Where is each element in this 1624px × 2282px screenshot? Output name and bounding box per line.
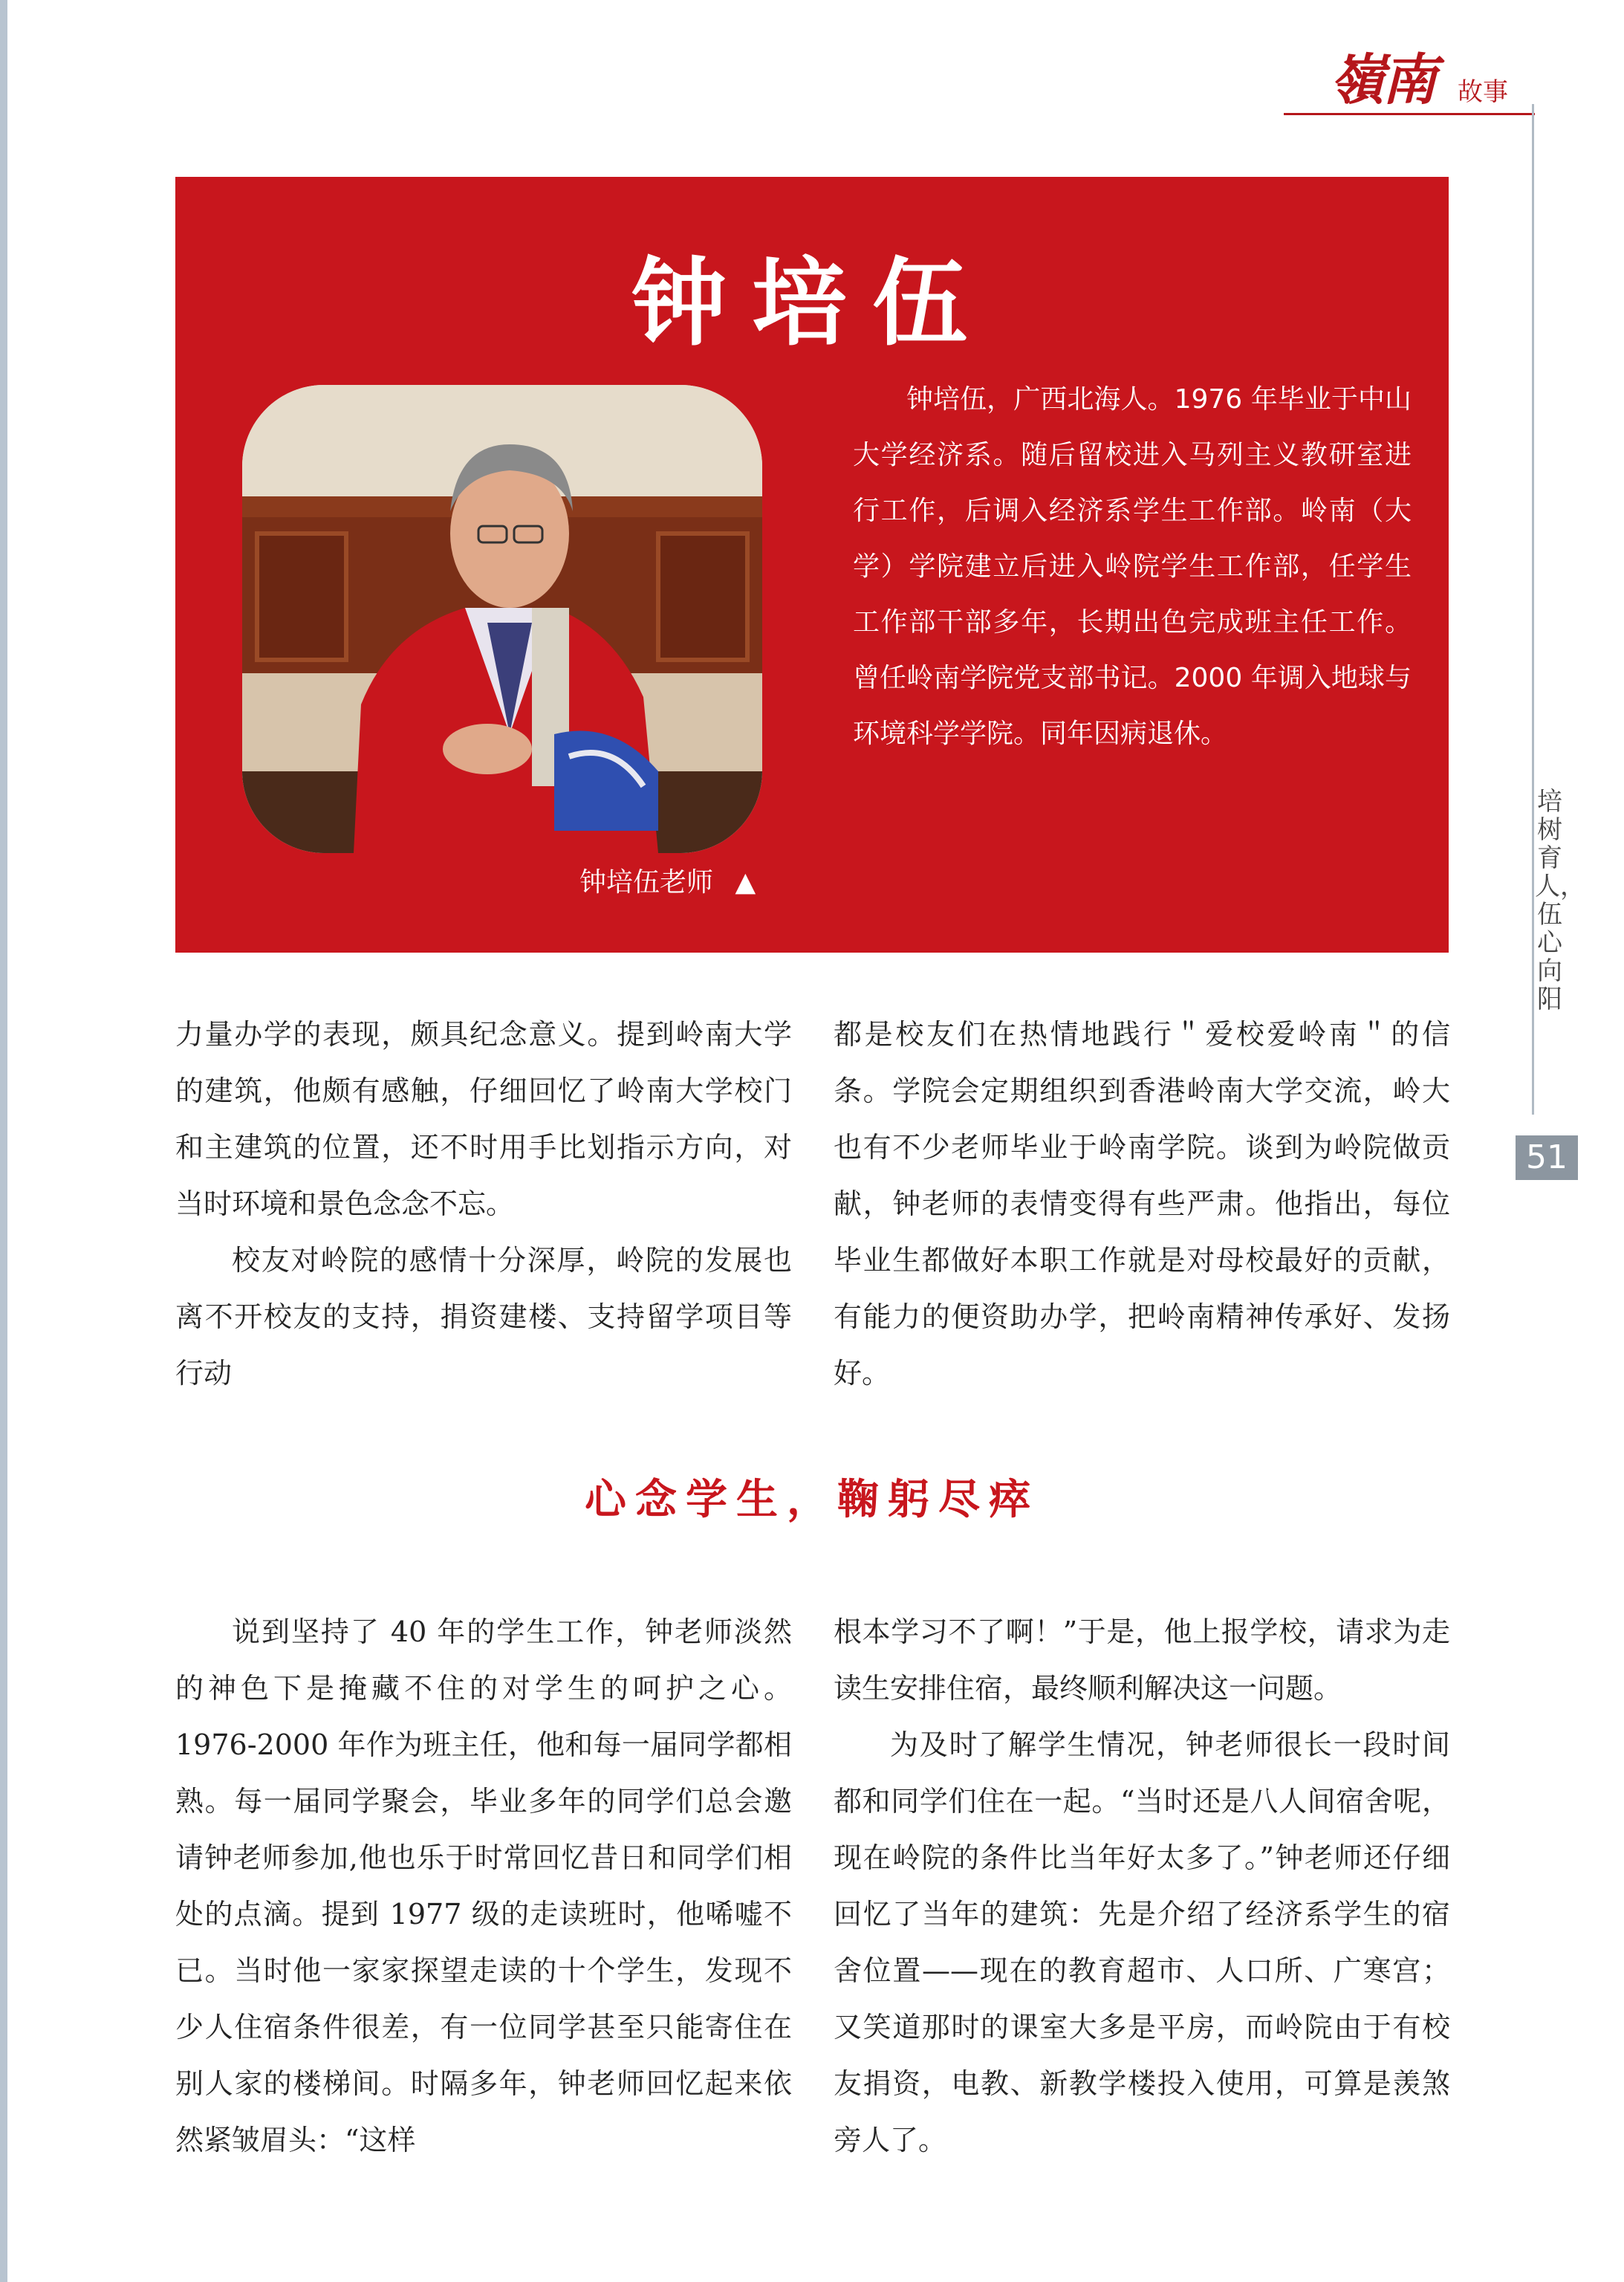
brand-logo: 嶺南 bbox=[1330, 48, 1434, 112]
paragraph: 校友对岭院的感情十分深厚，岭院的发展也离不开校友的支持，捐资建楼、支持留学项目等行动 bbox=[175, 1244, 792, 1390]
header-rule bbox=[1284, 113, 1535, 115]
section2-right-column bbox=[834, 1604, 1450, 2168]
profile-box bbox=[175, 177, 1449, 953]
profile-name: 钟培伍 bbox=[631, 247, 993, 359]
profile-bio: 钟培伍，广西北海人。1976 年毕业于中山大学经济系。随后留校进入马列主义教研室进行工作，后调入经济系学生工作部。岭南（大学）学院建立后进入岭院学生工作部，任学生工作部干部多年，长期出色完成班主任工作。曾任岭南学院党支部书记。2000 年调入地球与环境科学学院。同年因病退休。 bbox=[853, 384, 1412, 749]
side-column-title: 培树育人，伍心向阳 bbox=[1535, 787, 1585, 1014]
left-edge-rule bbox=[0, 0, 7, 2282]
paragraph: 为及时了解学生情况，钟老师很长一段时间都和同学们住在一起。“当时还是八人间宿舍呢，现在岭院的条件比当年好太多了。”钟老师还仔细回忆了当年的建筑：先是介绍了经济系学生的宿舍位置——现在的教育超市、人口所、广寒宫；又笑道那时的课室大多是平房，而岭院由于有校友捐资，电教、新教学楼投入使用，可算是羡煞旁人了。 bbox=[834, 1728, 1450, 2156]
brand-subtitle: 故事 bbox=[1458, 77, 1508, 107]
section-title: 心念学生，鞠躬尽瘁 bbox=[585, 1475, 1039, 1524]
portrait-photo bbox=[242, 385, 762, 853]
caption-triangle-icon: ▲ bbox=[735, 867, 756, 898]
photo-caption bbox=[579, 865, 756, 901]
paragraph: 说到坚持了 40 年的学生工作，钟老师淡然的神色下是掩藏不住的对学生的呵护之心。1976-2000 年作为班主任，他和每一届同学都相熟。每一届同学聚会，毕业多年的同学们总会邀请钟老师参加,他也乐于时常回忆昔日和同学们相处的点滴。提到 1977 级的走读班时，他唏嘘不已。当时他一家家探望走读的十个学生，发现不少人住宿条件很差，有一位同学甚至只能寄住在别人家的楼梯间。时隔多年，钟老师回忆起来依然紧皱眉头：“这样 bbox=[175, 1615, 792, 2156]
section1-left-column bbox=[175, 1006, 792, 1401]
photo-caption-text: 钟培伍老师 bbox=[579, 867, 714, 898]
section2-left-column bbox=[175, 1604, 792, 2168]
side-rule bbox=[1532, 104, 1534, 1115]
section1-right-column bbox=[834, 1006, 1450, 1401]
paragraph: 都是校友们在热情地践行＂爱校爱岭南＂的信条。学院会定期组织到香港岭南大学交流，岭大也有不少老师毕业于岭南学院。谈到为岭院做贡献，钟老师的表情变得有些严肃。他指出，每位毕业生都做好本职工作就是对母校最好的贡献，有能力的便资助办学，把岭南精神传承好、发扬好。 bbox=[834, 1018, 1450, 1390]
page-number: 51 bbox=[1516, 1135, 1578, 1180]
magazine-brand bbox=[1330, 43, 1553, 117]
paragraph: 力量办学的表现，颇具纪念意义。提到岭南大学的建筑，他颇有感触，仔细回忆了岭南大学校门和主建筑的位置，还不时用手比划指示方向，对当时环境和景色念念不忘。 bbox=[175, 1018, 792, 1220]
portrait-illustration bbox=[242, 385, 762, 853]
paragraph: 根本学习不了啊！”于是，他上报学校，请求为走读生安排住宿，最终顺利解决这一问题。 bbox=[834, 1615, 1450, 1705]
